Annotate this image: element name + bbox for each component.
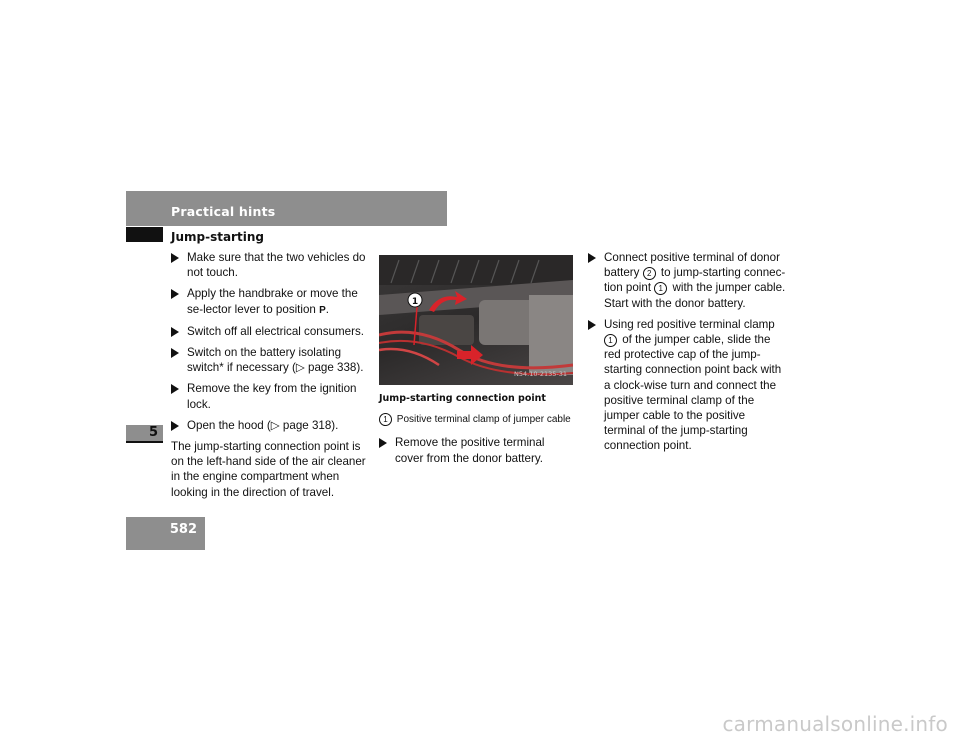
arrow-bullet-icon xyxy=(379,438,387,448)
chapter-marker xyxy=(126,425,163,443)
page-number-box xyxy=(126,517,205,550)
step-text: Using red positive terminal clamp xyxy=(604,317,775,331)
engine-illustration xyxy=(379,255,573,385)
instruction-step xyxy=(171,345,371,375)
step-text: of the jumper cable, slide the red protective cap of the jump-starting connection point back with a clock-wise turn and connect the positive terminal clamp of the jumper cable to the positive terminal of the jump-starting connection point. xyxy=(604,333,782,453)
column-middle xyxy=(379,255,575,472)
arrow-bullet-icon xyxy=(171,384,179,394)
ref-number: 1 xyxy=(604,334,617,347)
arrow-bullet-icon xyxy=(171,289,179,299)
step-text: Remove the positive terminal cover from the donor battery. xyxy=(395,436,545,465)
arrow-bullet-icon xyxy=(588,320,596,330)
instruction-step xyxy=(171,324,371,339)
chapter-number: 5 xyxy=(148,425,158,440)
step-text: Apply the handbrake or move the se-lector lever to position xyxy=(187,287,358,316)
figure-caption: Jump-starting connection point xyxy=(379,393,546,404)
legend-text: Positive terminal clamp of jumper cable xyxy=(396,414,571,426)
step-text: Remove the key from the ignition lock. xyxy=(187,382,357,411)
instruction-step xyxy=(171,418,371,433)
callout-number: 1 xyxy=(411,297,419,307)
page-number: 582 xyxy=(169,522,197,537)
section-title: Practical hints xyxy=(171,204,276,219)
watermark: carmanualsonline.info xyxy=(722,712,948,736)
step-text: Make sure that the two vehicles do not touch. xyxy=(187,251,366,280)
arrow-bullet-icon xyxy=(171,253,179,263)
instruction-step xyxy=(588,250,788,311)
figure-code: N54.10-2135-31 xyxy=(514,369,567,378)
legend-number: 1 xyxy=(379,413,392,426)
arrow-bullet-icon xyxy=(588,253,596,263)
engine-compartment-photo xyxy=(379,255,573,385)
instruction-step xyxy=(171,381,371,411)
step-text: Connect positive terminal of donor battery xyxy=(604,251,780,280)
description-paragraph: The jump-starting connection point is on the left-hand side of the air cleaner in the engine compartment when looking in the direction of travel. xyxy=(171,440,366,499)
arrow-bullet-icon xyxy=(171,327,179,337)
ref-number: 1 xyxy=(654,282,667,295)
step-text-end: . xyxy=(325,302,330,316)
instruction-step xyxy=(379,435,575,465)
step-text: Switch on the battery isolating switch* if necessary (▷ page 338). xyxy=(187,346,364,375)
instruction-step xyxy=(171,250,371,280)
figure-legend xyxy=(379,412,575,427)
column-right xyxy=(588,250,788,460)
instruction-step xyxy=(588,317,788,454)
subsection-title: Jump-starting xyxy=(171,230,264,244)
selector-position: P xyxy=(319,304,326,316)
step-text: Open the hood (▷ page 318). xyxy=(187,418,339,432)
arrow-bullet-icon xyxy=(171,421,179,431)
column-left xyxy=(171,250,371,500)
instruction-step xyxy=(171,286,371,317)
step-text: with the jumper cable. Start with the donor battery. xyxy=(604,281,786,310)
ref-number: 2 xyxy=(643,267,656,280)
subsection-tab xyxy=(126,227,163,242)
step-text: to jump-starting connec-tion point xyxy=(604,266,786,295)
step-text: Switch off all electrical consumers. xyxy=(187,324,364,338)
arrow-bullet-icon xyxy=(171,348,179,358)
